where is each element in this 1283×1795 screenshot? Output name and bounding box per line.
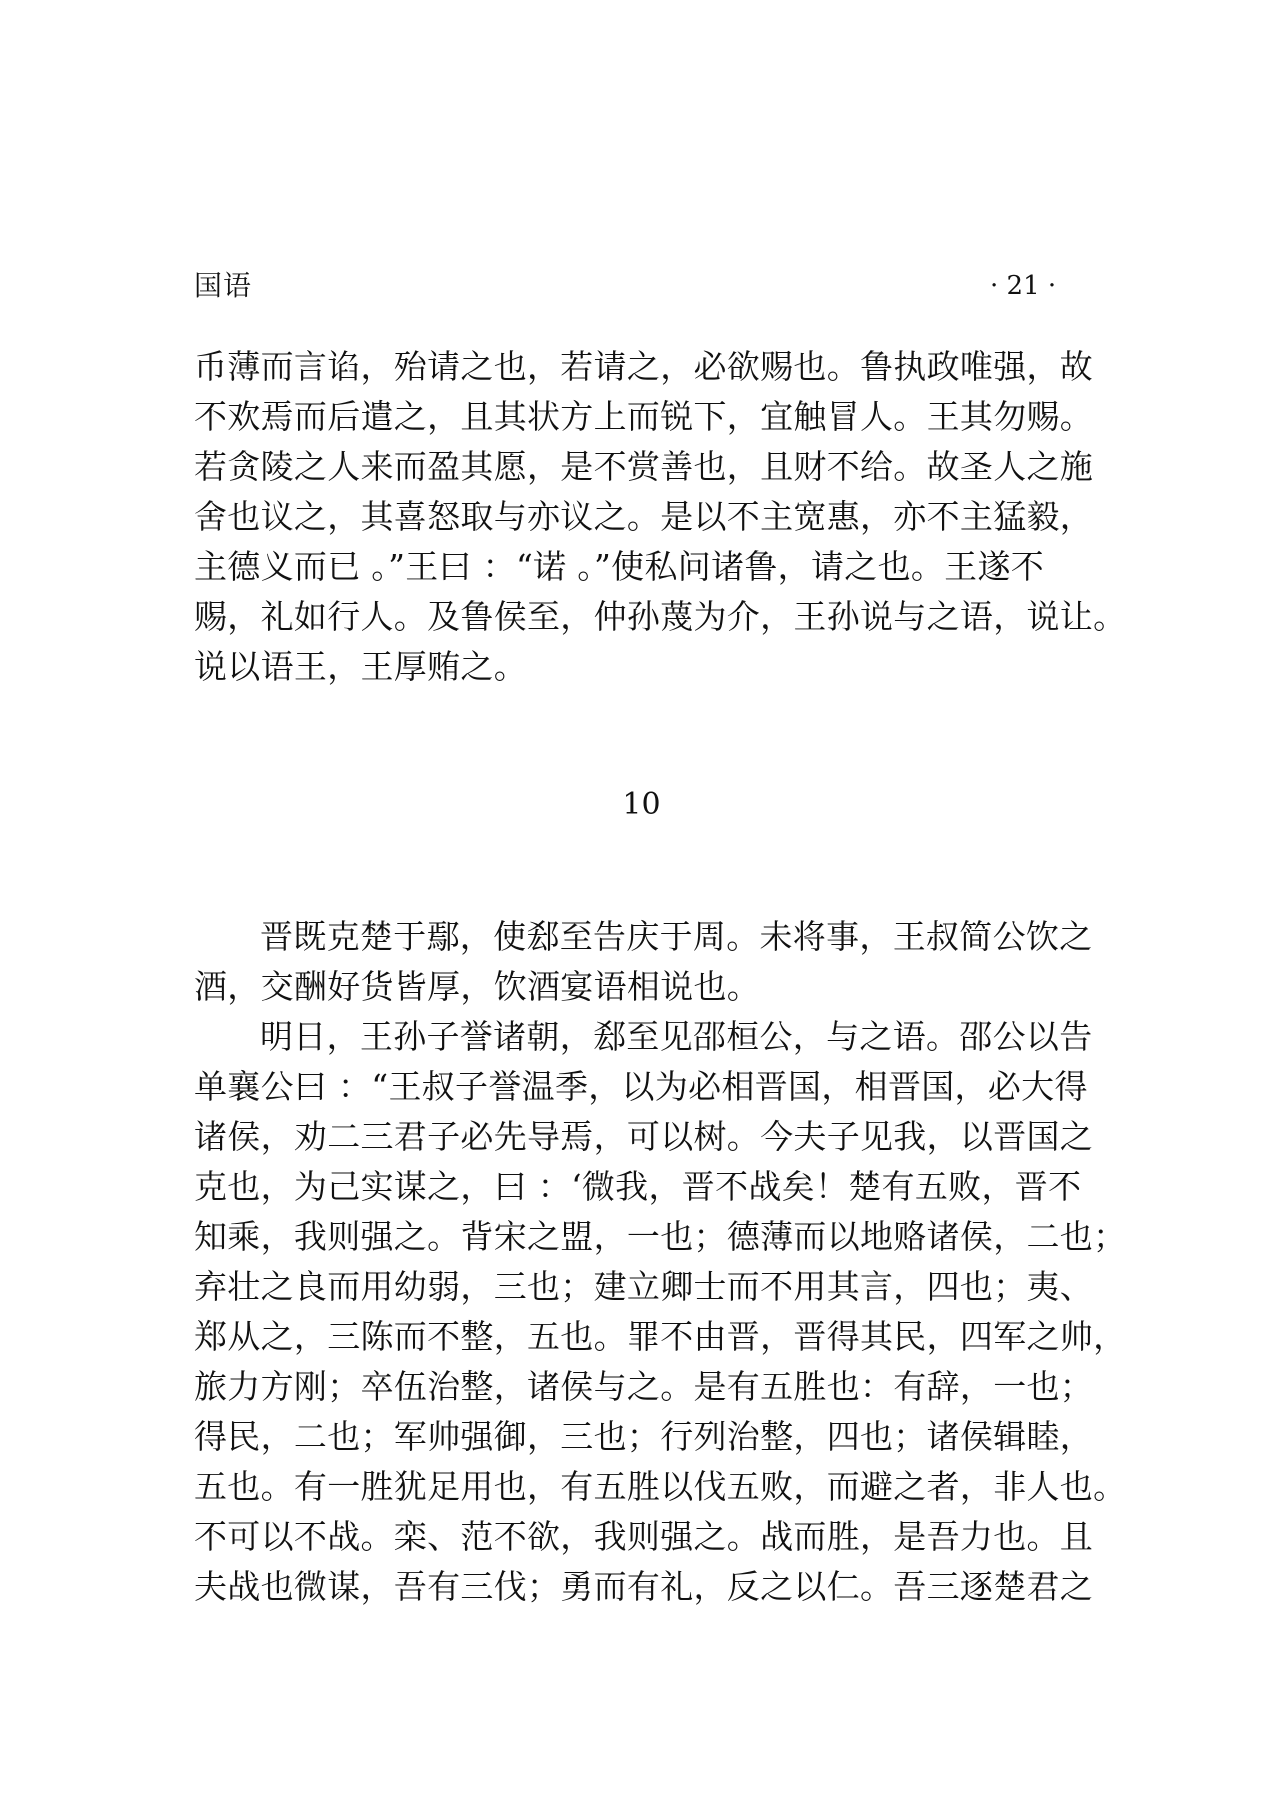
text-line: 说以语王，王厚贿之。 xyxy=(194,647,527,686)
text-line: 主德义而已 。”王曰 ：“诺 。”使私问诸鲁，请之也。王遂不 xyxy=(194,547,1045,586)
text-line: 克也，为己实谋之，曰 ：‘微我，晋不战矣！楚有五败，晋不 xyxy=(194,1167,1082,1206)
text-line: 弃壮之良而用幼弱，三也；建立卿士而不用其言，四也；夷、 xyxy=(194,1267,1094,1306)
paragraph-first-line: 明日，王孙子誉诸朝，郄至见邵桓公，与之语。邵公以告 xyxy=(260,1017,1093,1056)
text-line: 知乘，我则强之。背宋之盟，一也；德薄而以地赂诸侯，二也； xyxy=(194,1217,1127,1256)
running-header-page-number: · 21 · xyxy=(990,271,1057,301)
section-number: 10 xyxy=(622,787,661,822)
text-line: 若贪陵之人来而盈其愿，是不赏善也，且财不给。故圣人之施 xyxy=(194,447,1094,486)
text-line: 单襄公曰 ：“王叔子誉温季，以为必相晋国，相晋国，必大得 xyxy=(194,1067,1088,1106)
text-line: 五也。有一胜犹足用也，有五胜以伐五败，而避之者，非人也。 xyxy=(194,1467,1127,1506)
text-line: 郑从之，三陈而不整，五也。罪不由晋，晋得其民，四军之帅， xyxy=(194,1317,1127,1356)
text-line: 币薄而言谄，殆请之也，若请之，必欲赐也。鲁执政唯强，故 xyxy=(194,347,1094,386)
text-line: 诸侯，劝二三君子必先导焉，可以树。今夫子见我，以晋国之 xyxy=(194,1117,1094,1156)
running-header-title: 国语 xyxy=(194,269,253,302)
text-line: 舍也议之，其喜怒取与亦议之。是以不主宽惠，亦不主猛毅， xyxy=(194,497,1094,536)
text-line: 夫战也微谋，吾有三伐；勇而有礼，反之以仁。吾三逐楚君之 xyxy=(194,1567,1094,1606)
text-line: 不欢焉而后遣之，且其状方上而锐下，宜触冒人。王其勿赐。 xyxy=(194,397,1094,436)
text-line: 酒，交酬好货皆厚，饮酒宴语相说也。 xyxy=(194,967,761,1006)
text-line: 不可以不战。栾、范不欲，我则强之。战而胜，是吾力也。且 xyxy=(194,1517,1094,1556)
text-line: 旅力方刚；卒伍治整，诸侯与之。是有五胜也：有辞，一也； xyxy=(194,1367,1094,1406)
paragraph-first-line: 晋既克楚于鄢，使郄至告庆于周。未将事，王叔简公饮之 xyxy=(260,917,1093,956)
text-line: 赐，礼如行人。及鲁侯至，仲孙蔑为介，王孙说与之语，说让。 xyxy=(194,597,1127,636)
text-line: 得民，二也；军帅强御，三也；行列治整，四也；诸侯辑睦， xyxy=(194,1417,1094,1456)
